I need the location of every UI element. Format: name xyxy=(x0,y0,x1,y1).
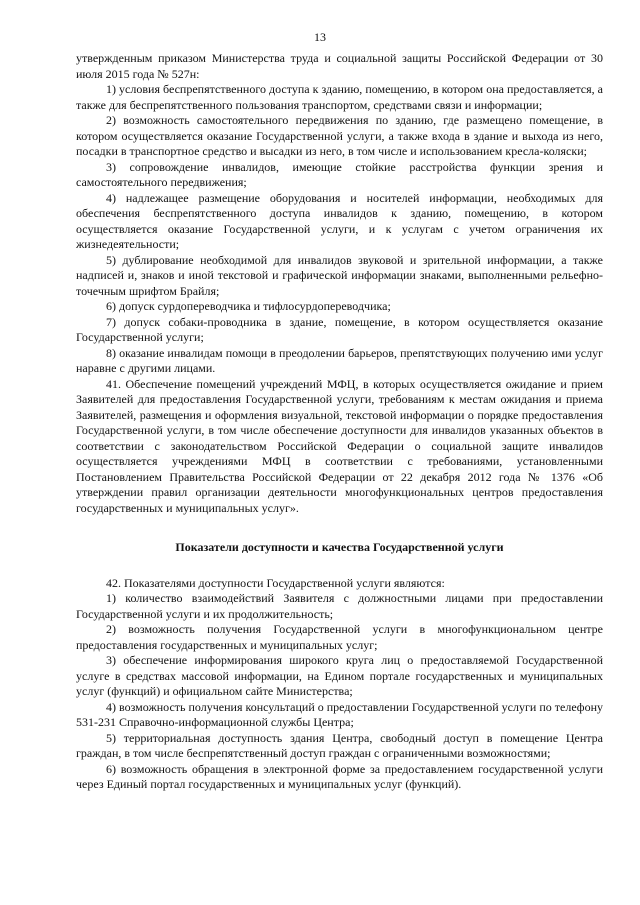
paragraph: 6) допуск сурдопереводчика и тифлосурдопереводчика; xyxy=(106,299,391,313)
paragraph: 4) возможность получения консультаций о предоставлении Государственной услуги по телефону 531-231 Справочно-информационной службы Центра; xyxy=(76,699,603,729)
paragraphs-top xyxy=(76,51,603,516)
paragraph: 1) количество взаимодействий Заявителя с должностными лицами при предоставлении Государственной услуги и их продолжительность; xyxy=(76,591,603,621)
paragraph: 8) оказание инвалидам помощи в преодолении барьеров, препятствующих получению ими услуг наравне с другими лицами. xyxy=(76,345,603,375)
paragraph: 3) сопровождение инвалидов, имеющие стойкие расстройства функции зрения и самостоятельного передвижения; xyxy=(76,159,603,189)
paragraph: 3) обеспечение информирования широкого круга лиц о предоставляемой Государственной услуге в средствах массовой информации, на Едином портале государственных и муниципальных услуг (функций) и официальном сайте Министерства; xyxy=(76,653,603,698)
paragraph: 7) допуск собаки-проводника в здание, помещение, в котором осуществляется оказание Государственной услуги; xyxy=(76,314,603,344)
paragraph: 4) надлежащее размещение оборудования и носителей информации, необходимых для обеспечения беспрепятственного доступа инвалидов к зданию, помещению, в котором осуществляется оказание Государственной услуги, и к услугам с учетом ограничения их жизнедеятельности; xyxy=(76,190,603,251)
paragraph: 42. Показателями доступности Государственной услуги являются: xyxy=(106,575,445,590)
paragraph: 5) территориальная доступность здания Центра, свободный доступ в помещение Центра граждан, в том числе беспрепятственный доступ граждан с ограниченными возможностями; xyxy=(76,730,603,760)
paragraph: 1) условия беспрепятственного доступа к зданию, помещению, в котором она предоставляется, а также для беспрепятственного пользования транспортом, средствами связи и информации; xyxy=(76,82,603,112)
paragraph: 2) возможность самостоятельного передвижения по зданию, где размещено помещение, в котором осуществляется оказание Государственной услуги, а также входа в здание и выхода из него, посадки в транспортное средство и высадки из него, в том числе и использованием кресла-коляски; xyxy=(76,113,603,158)
paragraph: 5) дублирование необходимой для инвалидов звуковой и зрительной информации, а также надписей и, знаков и иной текстовой и графической информации знаками, выполненными рельефно-точечным шрифтом Брайля; xyxy=(76,252,603,298)
paragraph: 41. Обеспечение помещений учреждений МФЦ, в которых осуществляется ожидание и прием Заявителей для предоставления Государственной услуги, требованиям к местам ожидания и приема Заявителей, размещения и оформления визуальной, текстовой информации о порядке предоставления Государственной услуги, в том числе обеспечение доступности для инвалидов указанных объектов в соответствии с законодательством Российской Федерации о социальной защите инвалидов осуществляется учреждениями МФЦ в соответствии с требованиями, установленными Постановлением Правительства Российской Федерации от 22 декабря 2012 года № 1376 «Об утверждении правил организации деятельности многофункциональных центров предоставления государственных и муниципальных услуг». xyxy=(76,376,603,515)
paragraphs-bottom xyxy=(76,576,603,793)
document-body xyxy=(76,51,603,793)
paragraph: 2) возможность получения Государственной услуги в многофункциональном центре предоставления государственных и муниципальных услуг; xyxy=(76,622,603,652)
section-heading: Показатели доступности и качества Государственной услуги xyxy=(175,540,504,554)
page-number: 13 xyxy=(314,30,326,44)
paragraph: утвержденным приказом Министерства труда и социальной защиты Российской Федерации от 30 июля 2015 года № 527н: xyxy=(76,51,603,81)
paragraph: 6) возможность обращения в электронной форме за предоставлением государственной услуги через Единый портал государственных и муниципальных услуг (функций). xyxy=(76,761,603,791)
